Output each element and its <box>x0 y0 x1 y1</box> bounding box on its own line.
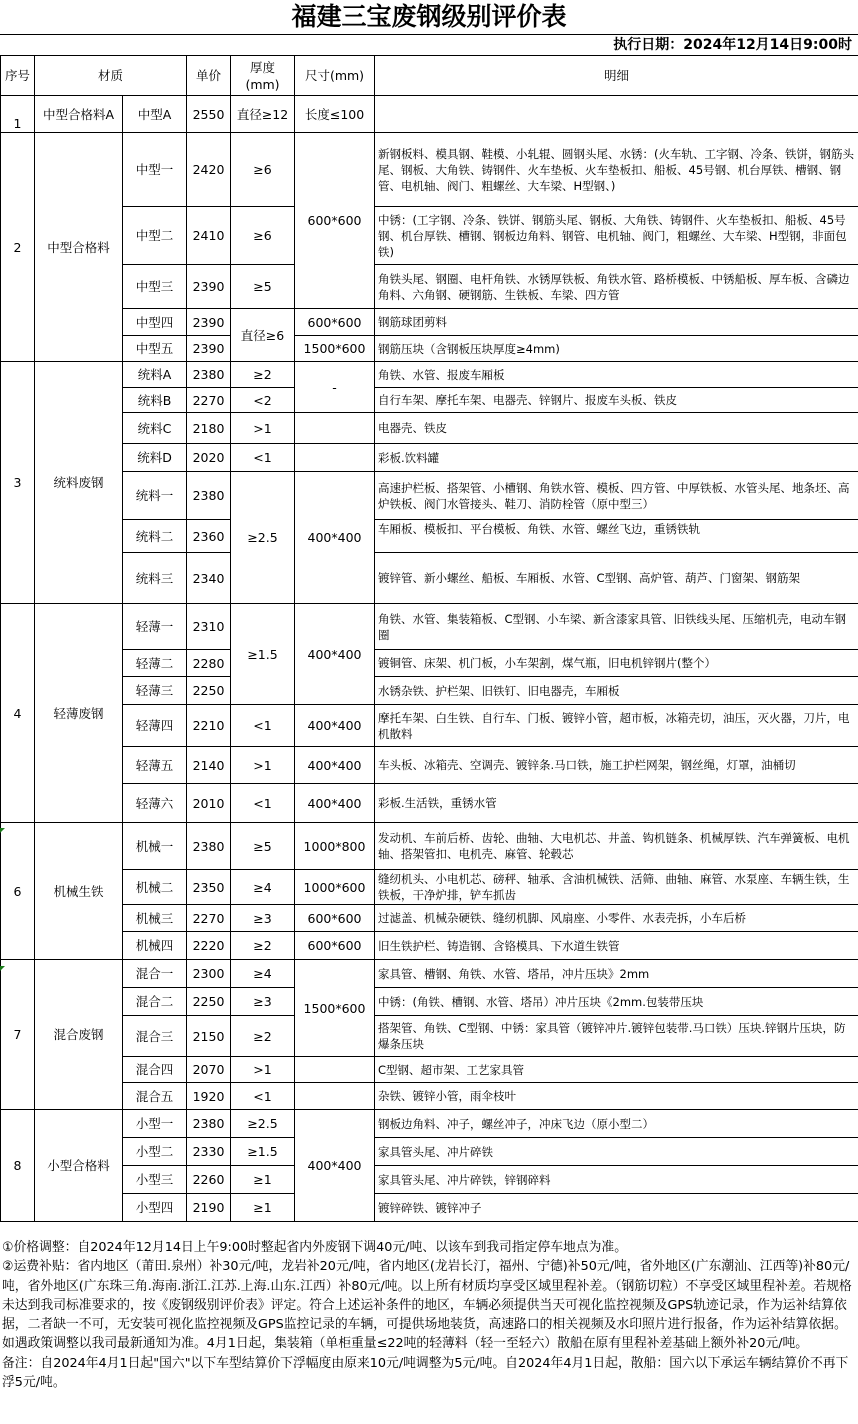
table-row <box>1 553 858 604</box>
execution-date: 执行日期：2024年12月14日9:00时 <box>0 34 858 55</box>
table-row <box>1 932 858 960</box>
detail: 彩板.饮料罐 <box>375 444 858 472</box>
header-row <box>1 56 858 96</box>
sub-grade: 中型A <box>123 96 187 133</box>
thickness: <1 <box>231 705 295 747</box>
group-name: 中型合格料A <box>35 96 123 133</box>
thickness: 直径≥6 <box>231 309 295 362</box>
table-row <box>1 823 858 870</box>
header-thickness: 厚度(mm) <box>231 56 295 96</box>
price-table <box>0 55 858 1222</box>
size: 长度≤100 <box>295 96 375 133</box>
price: 2070 <box>187 1057 231 1083</box>
detail: 发动机、车前后桥、齿轮、曲轴、大电机芯、井盖、钩机链条、机械厚铁、汽车弹簧板、电机轴、搭架管扣、电机壳、麻管、轮毂芯 <box>375 823 858 870</box>
size: 1000*800 <box>295 823 375 870</box>
sub-grade: 中型五 <box>123 336 187 362</box>
thickness: ≥3 <box>231 905 295 932</box>
price: 2550 <box>187 96 231 133</box>
group-seq: 7 <box>1 960 35 1110</box>
thickness: >1 <box>231 1057 295 1083</box>
thickness: <1 <box>231 444 295 472</box>
price: 2010 <box>187 784 231 823</box>
sub-grade: 统料A <box>123 362 187 388</box>
detail: 家具管、槽钢、角铁、水管、塔吊，冲片压块》2mm <box>375 960 858 988</box>
price: 2380 <box>187 1110 231 1138</box>
cell-marker <box>0 828 5 833</box>
detail: C型钢、超市架、工艺家具管 <box>375 1057 858 1083</box>
table-row <box>1 520 858 553</box>
price: 2380 <box>187 823 231 870</box>
detail: 自行车架、摩托车架、电器壳、锌钢片、报废车头板、铁皮 <box>375 388 858 413</box>
sub-grade: 混合三 <box>123 1016 187 1057</box>
group-seq: 1 <box>1 96 35 133</box>
thickness: ≥2.5 <box>231 1110 295 1138</box>
table-row <box>1 747 858 784</box>
size: 1500*600 <box>295 960 375 1057</box>
header-price: 单价 <box>187 56 231 96</box>
thickness: ≥3 <box>231 988 295 1016</box>
note-freight-subsidy: ②运费补贴：省内地区（莆田.泉州）补30元/吨，龙岩补20元/吨，省内地区(龙岩长汀，福州、宁德)补50元/吨，省外地区(广东潮汕、江西等)补80元/吨，省外地区(广东珠三角.海南.浙江.江苏.上海.山东.江西）补80元/吨。以上所有材质均享受区域里程补差。（钢筋切粒）不享受区域里程补差。若规格未达到我司标准要求的，按《废钢级别评价表》评定。符合上述运补条件的地区，车辆必须提供当天可视化监控视频及GPS轨迹记录，作为运补结算依据，二者缺一不可，无安装可视化监控视频及GPS监控记录的车辆，可提供场地装货，高速路口的相关视频及水印照片进行报备，作为运补结算依据。如遇政策调整以我司最新通知为准。4月1日起，集装箱（单柜重量≤22吨的轻薄料（轻一至轻六）散船在原有里程补差基础上额外补20元/吨。 <box>2 1259 852 1352</box>
group-name: 统料废钢 <box>35 362 123 604</box>
price: 2330 <box>187 1138 231 1166</box>
table-row <box>1 362 858 388</box>
size-empty <box>295 1057 375 1083</box>
price: 2380 <box>187 362 231 388</box>
thickness: ≥2 <box>231 362 295 388</box>
price: 1920 <box>187 1083 231 1110</box>
notes <box>2 1238 854 1392</box>
size: 400*400 <box>295 705 375 747</box>
sub-grade: 中型三 <box>123 265 187 309</box>
group-name: 小型合格料 <box>35 1110 123 1222</box>
sub-grade: 中型一 <box>123 133 187 207</box>
sub-grade: 轻薄五 <box>123 747 187 784</box>
table-row <box>1 784 858 823</box>
sub-grade: 小型三 <box>123 1166 187 1194</box>
group-name: 机械生铁 <box>35 823 123 960</box>
sub-grade: 中型二 <box>123 207 187 265</box>
thickness: <1 <box>231 784 295 823</box>
detail: 过滤盖、机械杂硬铁、缝纫机脚、风扇座、小零件、水表壳拆，小车后桥 <box>375 905 858 932</box>
detail: 中锈：(工字钢、冷条、铁饼、钢筋头尾、钢板、大角铁、铸钢件、火车垫板扣、船板、45号钢、机台厚铁、槽钢、钢板边角料、钢管、电机轴、阀门，粗螺丝、大车梁、H型钢，非面包铁) <box>375 207 858 265</box>
price: 2250 <box>187 677 231 705</box>
sub-grade: 统料二 <box>123 520 187 553</box>
header-size: 尺寸(mm) <box>295 56 375 96</box>
price: 2410 <box>187 207 231 265</box>
table-row <box>1 705 858 747</box>
detail: 钢筋压块（含钢板压块厚度≥4mm) <box>375 336 858 362</box>
sub-grade: 统料B <box>123 388 187 413</box>
size: 400*400 <box>295 604 375 705</box>
group-seq: 4 <box>1 604 35 823</box>
thickness: ≥2 <box>231 932 295 960</box>
sub-grade: 混合五 <box>123 1083 187 1110</box>
table-row <box>1 870 858 905</box>
price: 2390 <box>187 265 231 309</box>
detail: 高速护栏板、搭架管、小槽钢、角铁水管、模板、四方管、中厚铁板、水管头尾、地条坯、高炉铁板、阀门水管接头、鞋刀、消防栓管（原中型三） <box>375 472 858 520</box>
price: 2140 <box>187 747 231 784</box>
group-seq: 6 <box>1 823 35 960</box>
price: 2380 <box>187 472 231 520</box>
detail: 钢板边角料、冲子，螺丝冲子，冲床飞边（原小型二） <box>375 1110 858 1138</box>
size: 400*400 <box>295 784 375 823</box>
table-row <box>1 265 858 309</box>
thickness: ≥1.5 <box>231 604 295 705</box>
detail: 家具管头尾、冲片碎铁，锌钢碎料 <box>375 1166 858 1194</box>
note-price-adjustment: ①价格调整：自2024年12月14日上午9:00时整起省内外废钢下调40元/吨、以该车到我司指定停车地点为准。 <box>2 1240 628 1255</box>
thickness: >1 <box>231 413 295 444</box>
detail: 镀锌管、新小螺丝、船板、车厢板、水管、C型钢、高炉管、葫芦、门窗架、钢筋架 <box>375 553 858 604</box>
size: 600*600 <box>295 905 375 932</box>
detail: 角铁、水管、集装箱板、C型钢、小车梁、新含漆家具管、旧铁线头尾、压缩机壳，电动车钢圈 <box>375 604 858 650</box>
sub-grade: 轻薄一 <box>123 604 187 650</box>
price: 2180 <box>187 413 231 444</box>
table-row <box>1 207 858 265</box>
sub-grade: 统料一 <box>123 472 187 520</box>
price: 2210 <box>187 705 231 747</box>
sub-grade: 轻薄四 <box>123 705 187 747</box>
size: 400*400 <box>295 1110 375 1222</box>
table-row <box>1 1194 858 1222</box>
price: 2300 <box>187 960 231 988</box>
price: 2020 <box>187 444 231 472</box>
sub-grade: 统料三 <box>123 553 187 604</box>
table-row <box>1 1138 858 1166</box>
price: 2360 <box>187 520 231 553</box>
detail: 杂铁、镀锌小管，雨伞枝叶 <box>375 1083 858 1110</box>
size: 400*400 <box>295 472 375 604</box>
thickness: ≥1 <box>231 1194 295 1222</box>
price: 2190 <box>187 1194 231 1222</box>
sub-grade: 小型二 <box>123 1138 187 1166</box>
detail: 电器壳、铁皮 <box>375 413 858 444</box>
detail: 旧生铁护栏、铸造钢、含铬模具、下水道生铁管 <box>375 932 858 960</box>
sub-grade: 机械一 <box>123 823 187 870</box>
price: 2270 <box>187 905 231 932</box>
detail: 镀铜管、床架、机门板，小车架割，煤气瓶，旧电机锌钢片(整个） <box>375 650 858 677</box>
size: 1000*600 <box>295 870 375 905</box>
size: 600*600 <box>295 309 375 336</box>
size-empty <box>295 444 375 472</box>
thickness: <1 <box>231 1083 295 1110</box>
note-remark: 备注：自2024年4月1日起"国六"以下车型结算价下浮幅度由原来10元/吨调整为5元/吨。自2024年4月1日起，散船：国六以下承运车辆结算价不再下浮5元/吨。 <box>2 1355 849 1391</box>
detail: 家具管头尾、冲片碎铁 <box>375 1138 858 1166</box>
group-seq: 8 <box>1 1110 35 1222</box>
group-name: 中型合格料 <box>35 133 123 362</box>
thickness: >1 <box>231 747 295 784</box>
thickness: ≥2 <box>231 1016 295 1057</box>
table-row <box>1 472 858 520</box>
price: 2150 <box>187 1016 231 1057</box>
detail: 角铁、水管、报废车厢板 <box>375 362 858 388</box>
sub-grade: 混合二 <box>123 988 187 1016</box>
table-row <box>1 1016 858 1057</box>
price: 2270 <box>187 388 231 413</box>
thickness: ≥1 <box>231 1166 295 1194</box>
thickness: ≥5 <box>231 823 295 870</box>
table-row <box>1 388 858 413</box>
size: 600*600 <box>295 932 375 960</box>
sub-grade: 小型一 <box>123 1110 187 1138</box>
table-row <box>1 336 858 362</box>
table-row <box>1 677 858 705</box>
thickness: 直径≥12 <box>231 96 295 133</box>
page-title: 福建三宝废钢级别评价表 <box>291 2 567 31</box>
table-row <box>1 1110 858 1138</box>
group-seq: 3 <box>1 362 35 604</box>
table-row <box>1 309 858 336</box>
thickness: <2 <box>231 388 295 413</box>
table-row <box>1 96 858 133</box>
sub-grade: 混合四 <box>123 1057 187 1083</box>
group-name: 轻薄废钢 <box>35 604 123 823</box>
cell-marker <box>0 966 5 971</box>
sub-grade: 统料C <box>123 413 187 444</box>
price: 2340 <box>187 553 231 604</box>
sub-grade: 轻薄三 <box>123 677 187 705</box>
size-empty <box>295 1083 375 1110</box>
price: 2310 <box>187 604 231 650</box>
sub-grade: 混合一 <box>123 960 187 988</box>
detail: 镀锌碎铁、镀锌冲子 <box>375 1194 858 1222</box>
detail: 角铁头尾、钢圈、电杆角铁、水锈厚铁板、角铁水管、路桥模板、中锈船板、厚车板、含磷边角料、六角钢、硬钢筋、生铁板、车梁、四方管 <box>375 265 858 309</box>
detail <box>375 96 858 133</box>
price: 2390 <box>187 309 231 336</box>
detail: 缝纫机头、小电机芯、磅秤、轴承、含油机械铁、活筛、曲轴、麻管、水泵座、车辆生铁，生铁板，干净炉排，铲车抓齿 <box>375 870 858 905</box>
detail: 钢筋球团剪料 <box>375 309 858 336</box>
thickness: ≥4 <box>231 870 295 905</box>
sub-grade: 机械四 <box>123 932 187 960</box>
detail: 中锈：(角铁、槽钢、水管、塔吊）冲片压块《2mm.包装带压块 <box>375 988 858 1016</box>
thickness: ≥1.5 <box>231 1138 295 1166</box>
detail: 彩板.生活铁，重锈水管 <box>375 784 858 823</box>
header-material: 材质 <box>35 56 187 96</box>
sub-grade: 轻薄六 <box>123 784 187 823</box>
size: - <box>295 362 375 413</box>
price: 2220 <box>187 932 231 960</box>
size-empty <box>295 413 375 444</box>
table-row <box>1 133 858 207</box>
price: 2390 <box>187 336 231 362</box>
price: 2350 <box>187 870 231 905</box>
thickness: ≥2.5 <box>231 472 295 604</box>
sub-grade: 小型四 <box>123 1194 187 1222</box>
thickness: ≥6 <box>231 207 295 265</box>
table-row <box>1 1083 858 1110</box>
price: 2260 <box>187 1166 231 1194</box>
thickness: ≥5 <box>231 265 295 309</box>
sub-grade: 机械三 <box>123 905 187 932</box>
table-row <box>1 1057 858 1083</box>
header-seq: 序号 <box>1 56 35 96</box>
size: 400*400 <box>295 747 375 784</box>
thickness: ≥6 <box>231 133 295 207</box>
group-name: 混合废钢 <box>35 960 123 1110</box>
detail: 水锈杂铁、护栏架、旧铁钉、旧电器壳，车厢板 <box>375 677 858 705</box>
price: 2280 <box>187 650 231 677</box>
table-row <box>1 1166 858 1194</box>
price: 2420 <box>187 133 231 207</box>
size: 1500*600 <box>295 336 375 362</box>
sub-grade: 机械二 <box>123 870 187 905</box>
detail: 摩托车架、白生铁、自行车、门板、镀锌小管，超市板，冰箱壳切，油压，灭火器，刀片，电机散料 <box>375 705 858 747</box>
detail: 车头板、冰箱壳、空调壳、镀锌条.马口铁，施工护栏网架，钢丝绳，灯罩，油桶切 <box>375 747 858 784</box>
table-row <box>1 960 858 988</box>
table-row <box>1 413 858 444</box>
size: 600*600 <box>295 133 375 309</box>
detail: 新钢板料、模具钢、鞋模、小轧辊、圆钢头尾、水锈：(火车轨、工字钢、冷条、铁饼，钢筋头尾、钢板、大角铁、铸钢件、火车垫板、火车垫板扣、船板、45号钢、机台厚铁、槽钢、钢管、电机轴、阀门、粗螺丝、大车梁、H型钢、) <box>375 133 858 207</box>
group-seq: 2 <box>1 133 35 362</box>
price: 2250 <box>187 988 231 1016</box>
detail: 车厢板、模板扣、平台模板、角铁、水管、螺丝飞边，重锈铁轨 <box>375 520 858 553</box>
header-detail: 明细 <box>375 56 858 96</box>
detail: 搭架管、角铁、C型钢、中锈：家具管（镀锌冲片.镀锌包装带.马口铁）压块.锌钢片压块，防爆条压块 <box>375 1016 858 1057</box>
sub-grade: 中型四 <box>123 309 187 336</box>
sub-grade: 统料D <box>123 444 187 472</box>
sub-grade: 轻薄二 <box>123 650 187 677</box>
table-row <box>1 604 858 650</box>
table-row <box>1 905 858 932</box>
thickness: ≥4 <box>231 960 295 988</box>
table-row <box>1 444 858 472</box>
table-row <box>1 650 858 677</box>
table-row <box>1 988 858 1016</box>
